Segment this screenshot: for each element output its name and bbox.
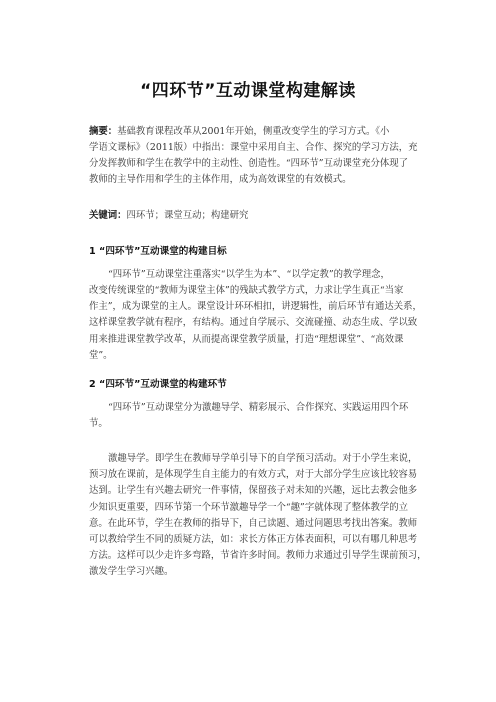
abstract-line: 摘要：基础教育课程改革从2001年开始，侧重改变学生的学习方式。《小	[89, 126, 390, 137]
paragraph-line: 这样课堂教学就有程序，有结构。通过自学展示、交流碰撞、动态生成、学以致	[89, 317, 418, 328]
paragraph-line: “四环节”互动课堂注重落实“以学生为本”、“以学定教”的教学理念，	[108, 269, 390, 280]
paragraph-line: 预习放在课前，是体现学生自主能力的有效方式，对于大部分学生应该比较容易	[89, 469, 418, 480]
keywords-label: 关键词：	[89, 210, 127, 221]
paragraph-line: 可以教给学生不同的质疑方法，如：求长方体正方体表面积，可以有哪几种思考	[89, 534, 418, 545]
section-heading: 2 “四环节”互动课堂的构建环节	[89, 379, 227, 390]
paragraph-line: 作主”，成为课堂的主人。课堂设计环环相扣，讲逻辑性，前后环节有通达关系，	[89, 301, 422, 312]
paragraph-line: 激发学生学习兴趣。	[89, 566, 174, 577]
paragraph-line: 用来推进课堂教学改革，从而提高课堂教学质量，打造“理想课堂”、“高效课	[89, 334, 404, 345]
keywords-text: 四环节；课堂互动；构建研究	[126, 210, 249, 221]
paragraph-line: 少知识更重要，四环节第一个环节激趣导学一个“趣”字就体现了整体教学的立	[89, 502, 408, 513]
paragraph-line: 意。在此环节，学生在教师的指导下，自己读题、通过问题思考找出答案。教师	[89, 518, 418, 529]
keywords-line	[89, 210, 248, 222]
paragraph-line: 改变传统课堂的“教师为课堂主体”的残缺式教学方式，力求让学生真正“当家	[89, 285, 404, 296]
paragraph-line: 达到。让学生有兴趣去研究一件事情，保留孩子对未知的兴趣，远比去教会他多	[89, 485, 418, 496]
abstract-line: 分发挥教师和学生在教学中的主动性、创造性。“四环节”互动课堂充分体现了	[89, 158, 408, 169]
paragraph-line: “四环节”互动课堂分为激趣导学、精彩展示、合作探究、实践运用四个环	[108, 402, 409, 413]
section-heading: 1 “四环节”互动课堂的构建目标	[89, 246, 227, 257]
abstract-line: 教师的主导作用和学生的主体作用，成为高效课堂的有效模式。	[89, 174, 352, 185]
document-title: “四环节”互动课堂构建解读	[140, 81, 356, 101]
paragraph-line: 激趣导学。即学生在教师导学单引导下的自学预习活动。对于小学生来说，	[108, 453, 418, 464]
paragraph-line: 堂”。	[89, 350, 113, 361]
paragraph-line: 节。	[89, 418, 108, 429]
abstract-label: 摘要：	[89, 126, 118, 137]
abstract-line: 学语文课标》（2011版）中指出：课堂中采用自主、合作、探究的学习方法，充	[89, 142, 418, 153]
paragraph-line: 方法。这样可以少走许多弯路，节省许多时间。教师力求通过引导学生课前预习，	[89, 550, 427, 561]
